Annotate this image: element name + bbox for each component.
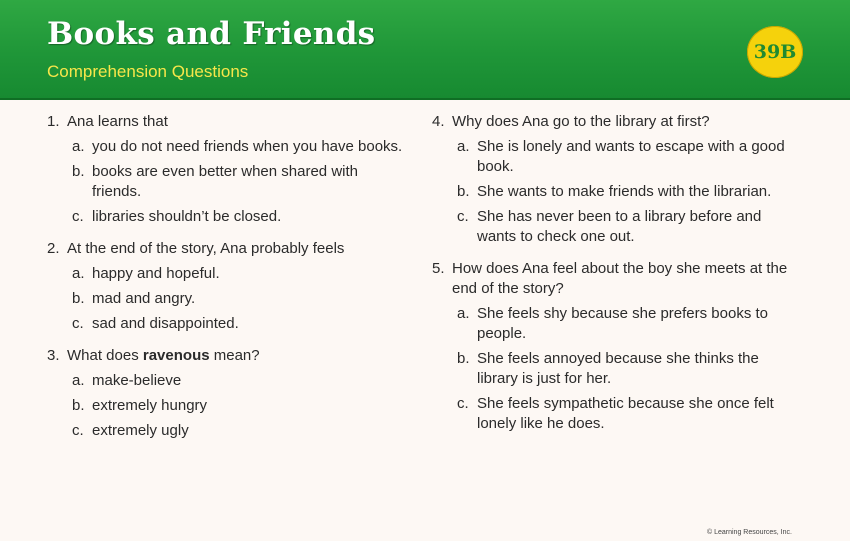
question-stem (47, 346, 417, 366)
question-number: 4. (432, 113, 445, 130)
option-text: extremely hungry (92, 397, 208, 414)
question-text: How does Ana feel about the boy she meets at the end of the story? (452, 260, 788, 297)
option-letter: b. (457, 183, 470, 200)
answer-option (47, 314, 417, 334)
option-text: libraries shouldn’t be closed. (92, 208, 282, 225)
answer-option (47, 137, 417, 157)
question-number: 2. (47, 240, 60, 257)
option-text: She is lonely and wants to escape with a good book. (477, 138, 785, 175)
question-1 (47, 112, 417, 227)
question-text-after: mean? (209, 347, 260, 364)
option-letter: c. (457, 395, 469, 412)
option-letter: b. (72, 397, 85, 414)
answer-option (432, 349, 812, 389)
option-text: She feels annoyed because she thinks the library is just for her. (477, 350, 759, 387)
option-letter: b. (457, 350, 470, 367)
option-letter: c. (72, 422, 84, 439)
question-number: 3. (47, 347, 60, 364)
answer-option (432, 137, 812, 177)
option-letter: c. (457, 208, 469, 225)
question-4 (432, 112, 812, 247)
option-text: sad and disappointed. (92, 315, 239, 332)
page-subtitle: Comprehension Questions (47, 62, 249, 81)
question-text: At the end of the story, Ana probably feels (67, 240, 345, 257)
option-letter: c. (72, 315, 84, 332)
option-text: books are even better when shared with friends. (92, 163, 358, 200)
option-text: mad and angry. (92, 290, 196, 307)
vocabulary-word: ravenous (142, 347, 210, 364)
option-letter: c. (72, 208, 84, 225)
option-text: She has never been to a library before and wants to check one out. (477, 208, 762, 245)
answer-option (47, 396, 417, 416)
option-letter: a. (72, 138, 85, 155)
question-text (67, 346, 417, 366)
question-3 (47, 346, 417, 441)
option-letter: a. (457, 138, 470, 155)
answer-option (47, 207, 417, 227)
option-text: She feels sympathetic because she once felt lonely like he does. (477, 395, 774, 432)
option-letter: a. (72, 265, 85, 282)
option-letter: b. (72, 290, 85, 307)
question-text-before: What does (67, 347, 143, 364)
header-banner (0, 0, 850, 100)
option-letter: a. (72, 372, 85, 389)
question-text: Ana learns that (67, 113, 168, 130)
question-number: 1. (47, 113, 60, 130)
option-text: She feels shy because she prefers books to people. (477, 305, 769, 342)
question-text: Why does Ana go to the library at first? (452, 113, 710, 130)
option-text: happy and hopeful. (92, 265, 220, 282)
question-stem (47, 112, 417, 132)
answer-option (432, 394, 812, 434)
card-number-badge (747, 26, 803, 78)
card-number-label: 39B (753, 41, 797, 63)
left-column (47, 112, 417, 453)
answer-option (47, 371, 417, 391)
question-2 (47, 239, 417, 334)
right-column (432, 112, 812, 446)
question-number: 5. (432, 260, 445, 277)
option-letter: b. (72, 163, 85, 180)
answer-option (432, 304, 812, 344)
option-text: She wants to make friends with the librarian. (477, 183, 772, 200)
answer-option (432, 207, 812, 247)
question-5 (432, 259, 812, 434)
answer-option (47, 264, 417, 284)
option-text: you do not need friends when you have books. (92, 138, 403, 155)
copyright-notice: © Learning Resources, Inc. (707, 529, 792, 536)
answer-option (47, 421, 417, 441)
option-letter: a. (457, 305, 470, 322)
question-stem (432, 259, 812, 299)
answer-option (47, 162, 417, 202)
question-stem (47, 239, 417, 259)
option-text: extremely ugly (92, 422, 189, 439)
answer-option (432, 182, 812, 202)
answer-option (47, 289, 417, 309)
page-title: Books and Friends (47, 16, 376, 52)
option-text: make-believe (92, 372, 182, 389)
question-stem (432, 112, 812, 132)
